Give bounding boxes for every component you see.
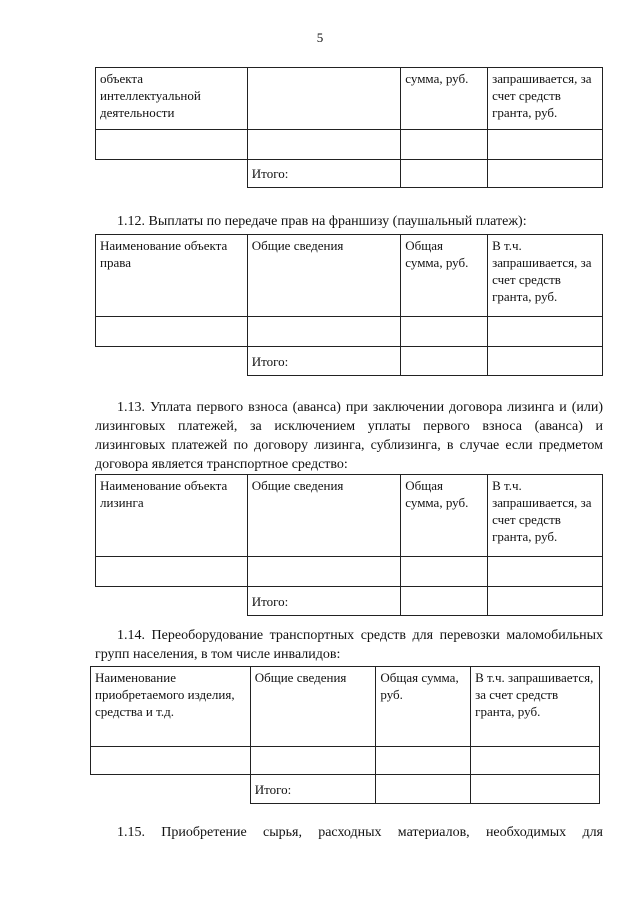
table-cell	[488, 557, 603, 587]
table-cell	[247, 68, 400, 130]
table-row	[91, 747, 600, 775]
table-cell	[401, 317, 488, 347]
blank-cell	[96, 160, 248, 188]
total-row	[96, 160, 603, 188]
table-cell	[91, 747, 251, 775]
total-label: Итого:	[247, 587, 401, 616]
total-label: Итого:	[247, 347, 401, 376]
table-row	[96, 68, 603, 130]
table-cell	[247, 557, 401, 587]
total-cell	[401, 587, 488, 616]
table-cell: запрашивается, за счет средств гранта, руб.	[488, 68, 603, 130]
total-row	[96, 347, 603, 376]
table-header-row	[96, 235, 603, 317]
table-cell	[376, 747, 471, 775]
total-cell	[471, 775, 600, 804]
column-header: Наименование приобретаемого изделия, средства и т.д.	[91, 667, 251, 747]
section-heading-1-13: 1.13. Уплата первого взноса (аванса) при заключении договора лизинга и (или) лизинговых платежей, за исключением уплаты первого взноса (аванса) и лизинговых платежей по договору лизинга, сублизинга, в случае если предметом договора является транспортное средство:	[95, 400, 603, 472]
table-cell	[250, 747, 376, 775]
total-cell	[401, 160, 488, 188]
table-cell: сумма, руб.	[401, 68, 488, 130]
total-row	[91, 775, 600, 804]
column-header: Общая сумма, руб.	[376, 667, 471, 747]
total-row	[96, 587, 603, 616]
table-cell: объекта интеллектуальной деятельности	[96, 68, 248, 130]
total-cell	[488, 587, 603, 616]
section-heading-1-14: 1.14. Переоборудование транспортных средств для перевозки маломобильных групп населения, в том числе инвалидов:	[95, 628, 603, 662]
table-vehicle-conversion	[90, 666, 600, 804]
blank-cell	[96, 587, 248, 616]
table-cell	[488, 130, 603, 160]
table-franchise	[95, 234, 603, 376]
total-label: Итого:	[247, 160, 400, 188]
column-header: Наименование объекта права	[96, 235, 248, 317]
table-row	[96, 130, 603, 160]
column-header: Общие сведения	[247, 235, 401, 317]
blank-cell	[96, 347, 248, 376]
table-header-row	[96, 475, 603, 557]
column-header: Наименование объекта лизинга	[96, 475, 248, 557]
table-row	[96, 317, 603, 347]
total-cell	[488, 347, 603, 376]
table-cell	[96, 130, 248, 160]
total-cell	[401, 347, 488, 376]
total-label: Итого:	[250, 775, 376, 804]
total-cell	[488, 160, 603, 188]
section-heading-1-15: 1.15. Приобретение сырья, расходных материалов, необходимых для	[117, 825, 603, 840]
column-header: Общие сведения	[247, 475, 401, 557]
table-cell	[247, 130, 400, 160]
column-header: В т.ч. запрашивается, за счет средств гранта, руб.	[488, 475, 603, 557]
column-header: Общая сумма, руб.	[401, 235, 488, 317]
column-header: В т.ч. запрашивается, за счет средств гранта, руб.	[488, 235, 603, 317]
table-cell	[488, 317, 603, 347]
table-cell	[96, 317, 248, 347]
table-header-row	[91, 667, 600, 747]
table-cell	[471, 747, 600, 775]
table-row	[96, 557, 603, 587]
page-number: 5	[316, 30, 324, 45]
table-cell	[96, 557, 248, 587]
column-header: В т.ч. запрашивается, за счет средств гранта, руб.	[471, 667, 600, 747]
column-header: Общие сведения	[250, 667, 376, 747]
table-cell	[401, 557, 488, 587]
table-cell	[247, 317, 401, 347]
table-intellectual-property	[95, 67, 603, 188]
table-leasing	[95, 474, 603, 616]
section-heading-1-12: 1.12. Выплаты по передаче прав на франшизу (паушальный платеж):	[117, 214, 527, 229]
blank-cell	[91, 775, 251, 804]
table-cell	[401, 130, 488, 160]
column-header: Общая сумма, руб.	[401, 475, 488, 557]
total-cell	[376, 775, 471, 804]
